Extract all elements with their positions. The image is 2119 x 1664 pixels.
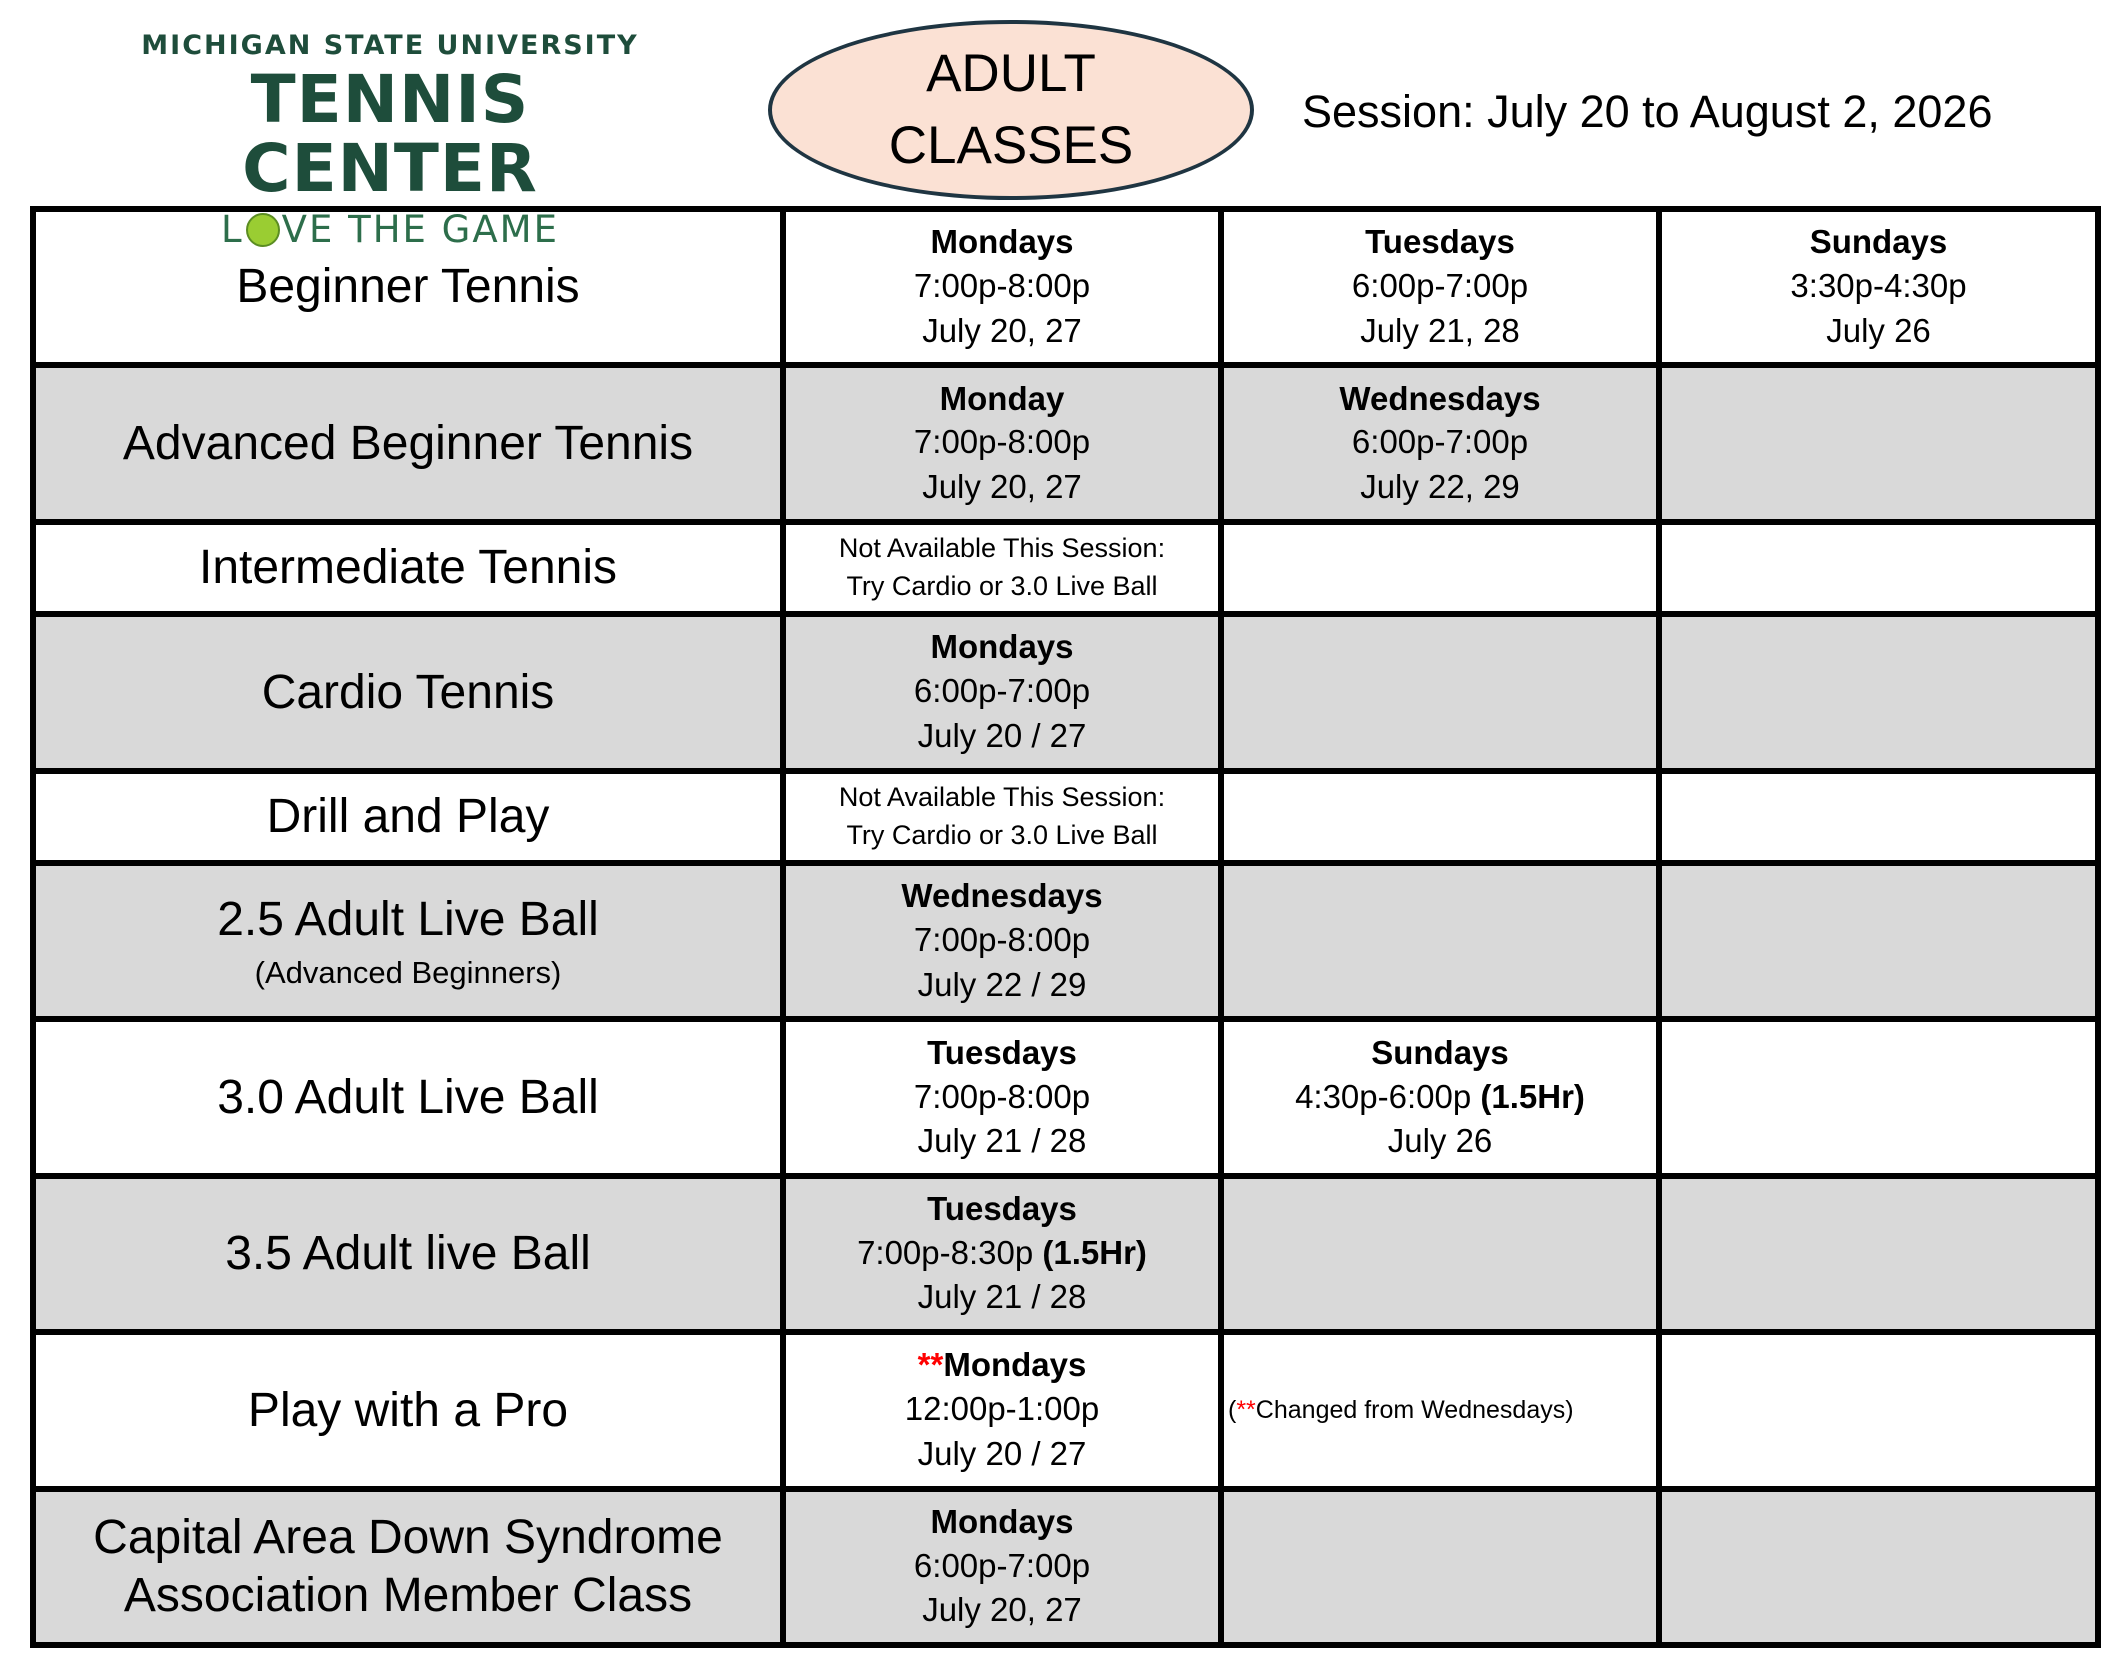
schedule-cell	[1659, 209, 2098, 365]
class-title-line1: Capital Area Down Syndrome	[93, 1511, 723, 1565]
empty-cell	[1659, 365, 2098, 521]
schedule-cell	[783, 1176, 1221, 1332]
date-list: July 20 / 27	[917, 716, 1087, 754]
empty-cell	[1221, 863, 1659, 1019]
day-label	[786, 1344, 1218, 1387]
empty-cell	[1659, 771, 2098, 863]
unavailable-suggestion: Try Cardio or 3.0 Live Ball	[846, 570, 1158, 601]
empty-cell	[1659, 1176, 2098, 1332]
day-label: Tuesdays	[1365, 223, 1515, 261]
empty-cell	[1659, 1332, 2098, 1488]
session-dates: Session: July 20 to August 2, 2026	[1302, 86, 1993, 137]
badge-line1: ADULT	[926, 44, 1096, 104]
schedule-cell	[783, 1332, 1221, 1488]
unavailable-notice: Not Available This Session:	[838, 782, 1166, 813]
date-list: July 20, 27	[922, 468, 1082, 505]
time-range: 7:00p-8:00p	[913, 423, 1091, 461]
empty-cell	[1221, 771, 1659, 863]
adult-classes-badge	[768, 20, 1254, 200]
class-title-line2: Association Member Class	[123, 1568, 693, 1622]
tagline-l: L	[221, 207, 244, 251]
class-subtitle: (Advanced Beginners)	[254, 955, 562, 991]
day-label: Monday	[939, 379, 1065, 417]
table-row	[33, 365, 2098, 521]
date-list: July 21 / 28	[917, 1278, 1087, 1316]
empty-cell	[1659, 863, 2098, 1019]
time-range	[1224, 1075, 1656, 1120]
duration-label: (1.5Hr)	[1042, 1233, 1147, 1271]
class-name: 3.0 Adult Live Ball	[33, 1019, 783, 1175]
time-range: 6:00p-7:00p	[913, 1546, 1091, 1584]
unavailable-notice: Not Available This Session:	[838, 533, 1166, 564]
schedule-cell	[783, 522, 1221, 614]
time-range: 7:00p-8:00p	[913, 921, 1091, 959]
logo-title: TENNIS CENTER	[242, 61, 538, 208]
date-list: July 26	[1387, 1122, 1493, 1160]
date-list: July 22, 29	[1360, 468, 1520, 505]
time-text: 4:30p-6:00p	[1295, 1077, 1472, 1115]
schedule-cell	[783, 209, 1221, 365]
schedule-cell	[783, 365, 1221, 521]
time-range: 7:00p-8:00p	[913, 1077, 1091, 1115]
schedule-cell	[1221, 1019, 1659, 1175]
class-name: 3.5 Adult live Ball	[33, 1176, 783, 1332]
day-label: Sundays	[1809, 223, 1948, 261]
time-range	[786, 1231, 1218, 1276]
note-marker: **	[1236, 1395, 1256, 1424]
class-name: Beginner Tennis	[33, 209, 783, 365]
day-label: Sundays	[1371, 1033, 1509, 1071]
time-range: 6:00p-7:00p	[1351, 267, 1529, 305]
logo-university: MICHIGAN STATE UNIVERSITY	[141, 30, 639, 61]
empty-cell	[1221, 1176, 1659, 1332]
schedule-cell	[783, 771, 1221, 863]
empty-cell	[1221, 1489, 1659, 1645]
schedule-cell	[1221, 365, 1659, 521]
day-label: Mondays	[930, 1502, 1074, 1540]
table-row	[33, 1176, 2098, 1332]
unavailable-suggestion: Try Cardio or 3.0 Live Ball	[846, 819, 1158, 850]
table-row	[33, 614, 2098, 770]
class-name	[33, 863, 783, 1019]
time-range: 12:00p-1:00p	[904, 1390, 1100, 1428]
empty-cell	[1221, 522, 1659, 614]
day-label: Tuesdays	[927, 1190, 1077, 1227]
schedule-cell	[783, 863, 1221, 1019]
date-list: July 20, 27	[922, 1591, 1082, 1629]
tagline-rest: VE THE GAME	[281, 207, 559, 251]
table-row	[33, 1489, 2098, 1645]
day-label: Wednesdays	[1339, 379, 1541, 417]
badge-line2: CLASSES	[888, 116, 1134, 175]
date-list: July 20, 27	[922, 311, 1082, 349]
day-text: Mondays	[943, 1346, 1087, 1384]
class-name: Advanced Beginner Tennis	[33, 365, 783, 521]
time-range: 7:00p-8:00p	[913, 267, 1091, 305]
day-label: Mondays	[930, 628, 1074, 666]
table-row	[33, 522, 2098, 614]
day-label: Mondays	[930, 223, 1074, 261]
schedule-cell	[783, 1019, 1221, 1175]
empty-cell	[1659, 614, 2098, 770]
class-name: Intermediate Tennis	[33, 522, 783, 614]
table-row	[33, 1332, 2098, 1488]
time-range: 6:00p-7:00p	[913, 672, 1091, 710]
change-note	[1221, 1332, 1659, 1488]
day-label: Wednesdays	[901, 877, 1103, 915]
note-open: (	[1228, 1395, 1237, 1424]
class-name: Play with a Pro	[33, 1332, 783, 1488]
schedule-cell	[1221, 209, 1659, 365]
table-row	[33, 209, 2098, 365]
date-list: July 26	[1826, 311, 1931, 349]
empty-cell	[1221, 614, 1659, 770]
table-row	[33, 771, 2098, 863]
table-row	[33, 1019, 2098, 1175]
time-range: 6:00p-7:00p	[1351, 423, 1529, 461]
class-name: Drill and Play	[33, 771, 783, 863]
class-title: 2.5 Adult Live Ball	[217, 892, 599, 946]
empty-cell	[1659, 522, 2098, 614]
duration-label: (1.5Hr)	[1480, 1077, 1585, 1115]
day-label: Tuesdays	[927, 1033, 1077, 1071]
class-name	[33, 1489, 783, 1645]
date-list: July 20 / 27	[917, 1434, 1087, 1472]
empty-cell	[1659, 1489, 2098, 1645]
schedule-cell	[783, 1489, 1221, 1645]
date-list: July 21 / 28	[917, 1122, 1087, 1160]
table-row	[33, 863, 2098, 1019]
time-range: 3:30p-4:30p	[1790, 267, 1967, 305]
empty-cell	[1659, 1019, 2098, 1175]
date-list: July 21, 28	[1360, 311, 1520, 349]
class-name: Cardio Tennis	[33, 614, 783, 770]
time-text: 7:00p-8:30p	[857, 1233, 1034, 1271]
note-text: Changed from Wednesdays)	[1255, 1395, 1574, 1424]
date-list: July 22 / 29	[917, 965, 1087, 1003]
schedule-cell	[783, 614, 1221, 770]
change-marker: **	[917, 1346, 944, 1384]
schedule-table	[30, 206, 2101, 1648]
